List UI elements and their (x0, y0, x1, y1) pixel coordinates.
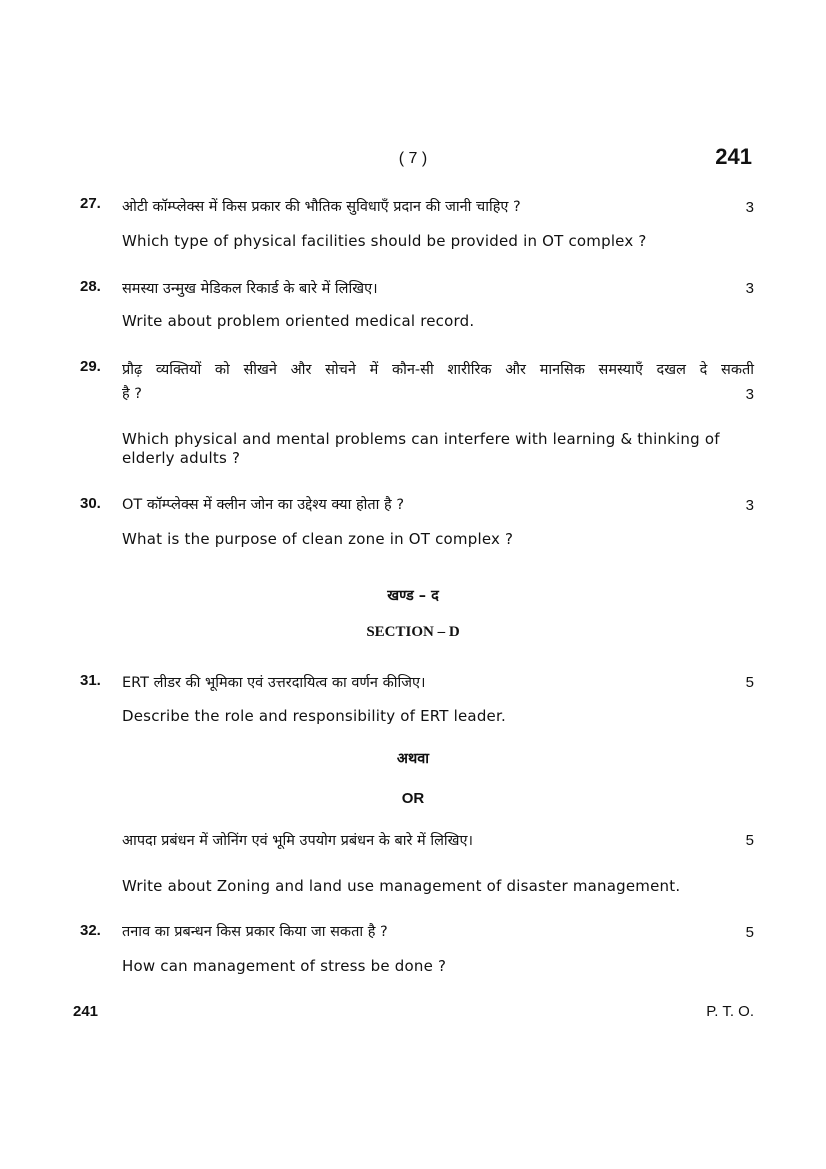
question-number: 27. (80, 195, 101, 212)
question-marks: 3 (745, 386, 754, 403)
question-text-english: Describe the role and responsibility of ERT leader. (122, 707, 506, 725)
question-text-hindi-line1: प्रौढ़ व्यक्तियों को सीखने और सोचने में कौन-सी शारीरिक और मानसिक समस्याएँ दखल दे सकती (122, 362, 754, 378)
question-number: 32. (80, 922, 101, 939)
alt-question-text-hindi: आपदा प्रबंधन में जोनिंग एवं भूमि उपयोग प्रबंधन के बारे में लिखिए। (122, 833, 474, 849)
pto-label: P. T. O. (706, 1003, 754, 1020)
question-number: 28. (80, 278, 101, 295)
alt-question-text-english: Write about Zoning and land use management of disaster management. (122, 877, 681, 895)
question-marks: 3 (745, 497, 754, 514)
question-text-hindi: ओटी कॉम्प्लेक्स में किस प्रकार की भौतिक सुविधाएँ प्रदान की जानी चाहिए ? (122, 199, 521, 215)
section-heading-english: SECTION – D (366, 624, 460, 640)
paper-code-header: 241 (715, 144, 752, 169)
question-marks: 5 (745, 924, 754, 941)
question-text-hindi: समस्या उन्मुख मेडिकल रिकार्ड के बारे में लिखिए। (122, 281, 378, 297)
question-marks: 5 (745, 674, 754, 691)
section-heading-hindi: खण्ड – द (387, 588, 439, 604)
question-text-hindi: ERT लीडर की भूमिका एवं उत्तरदायित्व का वर्णन कीजिए। (122, 675, 426, 691)
question-text-hindi-line2: है ? (122, 386, 143, 402)
question-text-english: Which type of physical facilities should be provided in OT complex ? (122, 232, 647, 250)
question-number: 30. (80, 495, 101, 512)
or-label-english: OR (401, 790, 425, 807)
question-text-english: What is the purpose of clean zone in OT complex ? (122, 530, 514, 548)
page-number: ( 7 ) (398, 150, 428, 167)
question-text-english: How can management of stress be done ? (122, 957, 447, 975)
question-text-english: Which physical and mental problems can interfere with learning & thinking of elderly adults ? (122, 430, 720, 467)
question-marks: 3 (745, 199, 754, 216)
question-number: 31. (80, 672, 101, 689)
question-number: 29. (80, 358, 101, 375)
question-marks: 3 (745, 280, 754, 297)
question-text-english: Write about problem oriented medical record. (122, 312, 475, 330)
question-text-hindi: तनाव का प्रबन्धन किस प्रकार किया जा सकता है ? (122, 924, 388, 940)
alt-question-marks: 5 (745, 832, 754, 849)
question-text-hindi: OT कॉम्प्लेक्स में क्लीन जोन का उद्देश्य क्या होता है ? (122, 497, 405, 513)
or-label-hindi: अथवा (396, 751, 430, 767)
paper-code-footer: 241 (73, 1003, 99, 1020)
